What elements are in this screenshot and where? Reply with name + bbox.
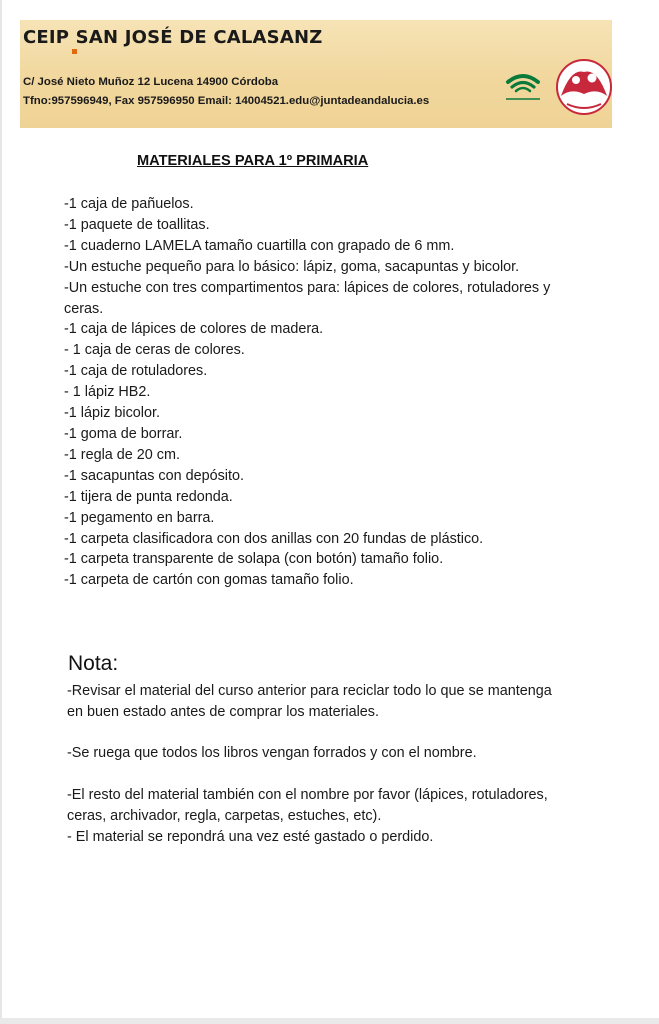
page-edge xyxy=(0,0,2,1024)
note-item: -Revisar el material del curso anterior para reciclar todo lo que se mantenga en buen estado antes de comprar los materiales. xyxy=(67,683,552,720)
list-item: -Un estuche con tres compartimentos para: lápices de colores, rotuladores y ceras. xyxy=(64,279,551,317)
list-item: -Un estuche pequeño para lo básico: lápiz, goma, sacapuntas y bicolor. xyxy=(64,258,520,275)
letterhead xyxy=(20,20,612,128)
list-item: -1 carpeta transparente de solapa (con botón) tamaño folio. xyxy=(64,551,444,568)
school-name: CEIP SAN JOSÉ DE CALASANZ xyxy=(23,27,323,48)
school-contact: Tfno:957596949, Fax 957596950 Email: 14004521.edu@juntadeandalucia.es xyxy=(23,95,430,107)
list-item: -1 caja de rotuladores. xyxy=(64,363,208,380)
list-item: -1 regla de 20 cm. xyxy=(64,446,180,463)
nota-heading: Nota: xyxy=(68,652,119,675)
list-item: -1 tijera de punta redonda. xyxy=(64,488,233,505)
school-emblem-logo xyxy=(553,58,615,120)
list-item: -1 sacapuntas con depósito. xyxy=(64,467,245,484)
notes-list xyxy=(67,681,567,847)
list-item: - 1 lápiz HB2. xyxy=(64,384,151,401)
accent-dot xyxy=(72,49,77,54)
list-item: -1 pegamento en barra. xyxy=(64,509,215,526)
materials-list xyxy=(64,194,564,591)
page-edge xyxy=(0,1018,659,1024)
note-item: - El material se repondrá una vez esté gastado o perdido. xyxy=(67,828,434,845)
note-item: -El resto del material también con el nombre por favor (lápices, rotuladores, ceras, archivador, regla, carpetas, estuches, etc). xyxy=(67,786,548,824)
list-item: - 1 caja de ceras de colores. xyxy=(64,342,245,359)
junta-de-andalucia-logo xyxy=(498,66,548,106)
page-title: MATERIALES PARA 1º PRIMARIA xyxy=(137,153,369,169)
list-item: -1 caja de pañuelos. xyxy=(64,196,194,212)
note-item: -Se ruega que todos los libros vengan forrados y con el nombre. xyxy=(67,745,477,762)
list-item: -1 paquete de toallitas. xyxy=(64,216,210,233)
list-item: -1 carpeta clasificadora con dos anillas con 20 fundas de plástico. xyxy=(64,530,484,547)
list-item: -1 cuaderno LAMELA tamaño cuartilla con grapado de 6 mm. xyxy=(64,237,455,254)
list-item: -1 carpeta de cartón con gomas tamaño folio. xyxy=(64,572,354,589)
school-address: C/ José Nieto Muñoz 12 Lucena 14900 Córdoba xyxy=(23,76,279,88)
list-item: -1 lápiz bicolor. xyxy=(64,405,160,422)
list-item: -1 goma de borrar. xyxy=(64,425,183,442)
list-item: -1 caja de lápices de colores de madera. xyxy=(64,321,324,338)
